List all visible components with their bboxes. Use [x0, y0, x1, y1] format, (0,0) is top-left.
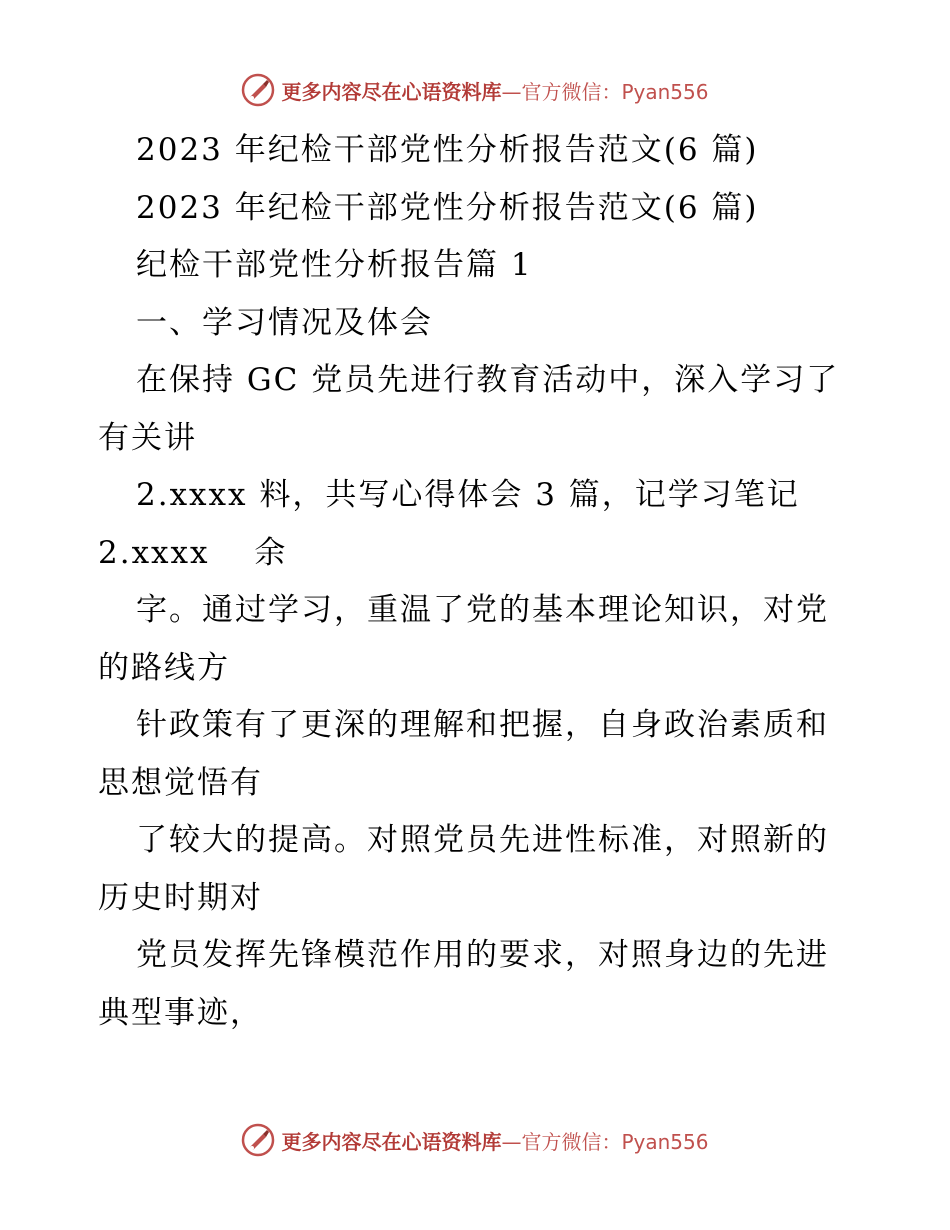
doc-line: 思想觉悟有 [98, 764, 263, 801]
doc-line: 典型事迹， [98, 994, 263, 1031]
doc-line: 一、学习情况及体会 [136, 304, 433, 341]
document-body [98, 122, 858, 1042]
doc-line: 有关讲 [98, 419, 197, 456]
pen-nib-icon [241, 73, 275, 107]
doc-line: 了较大的提高。对照党员先进性标准，对照新的 [136, 822, 829, 858]
watermark-contact: —官方微信：Pyan556 [501, 1129, 709, 1154]
footer-watermark [0, 1120, 950, 1160]
doc-line: 针政策有了更深的理解和把握，自身政治素质和 [136, 707, 829, 743]
doc-line: 党员发挥先锋模范作用的要求，对照身边的先进 [136, 937, 829, 973]
watermark-contact: —官方微信：Pyan556 [501, 79, 709, 104]
doc-line: 历史时期对 [98, 879, 263, 916]
watermark-text [281, 76, 708, 105]
watermark-brand: 更多内容尽在心语资料库 [281, 79, 502, 104]
doc-line: 纪检干部党性分析报告篇 1 [136, 247, 533, 283]
doc-line: 2.xxxx 料，共写心得体会 3 篇，记学习笔记 [136, 477, 800, 513]
doc-line: 的路线方 [98, 649, 230, 686]
watermark-text [281, 1126, 708, 1155]
doc-line: 2023 年纪检干部党性分析报告范文(6 篇) [136, 189, 759, 226]
doc-line: 在保持 GC 党员先进行教育活动中，深入学习了 [136, 362, 840, 398]
doc-line: 字。通过学习，重温了党的基本理论知识，对党 [136, 592, 829, 628]
pen-nib-icon [241, 1123, 275, 1157]
doc-line: 2.xxxx 余 [98, 534, 288, 571]
doc-line: 2023 年纪检干部党性分析报告范文(6 篇) [136, 132, 759, 168]
watermark-brand: 更多内容尽在心语资料库 [281, 1129, 502, 1154]
header-watermark [0, 70, 950, 110]
